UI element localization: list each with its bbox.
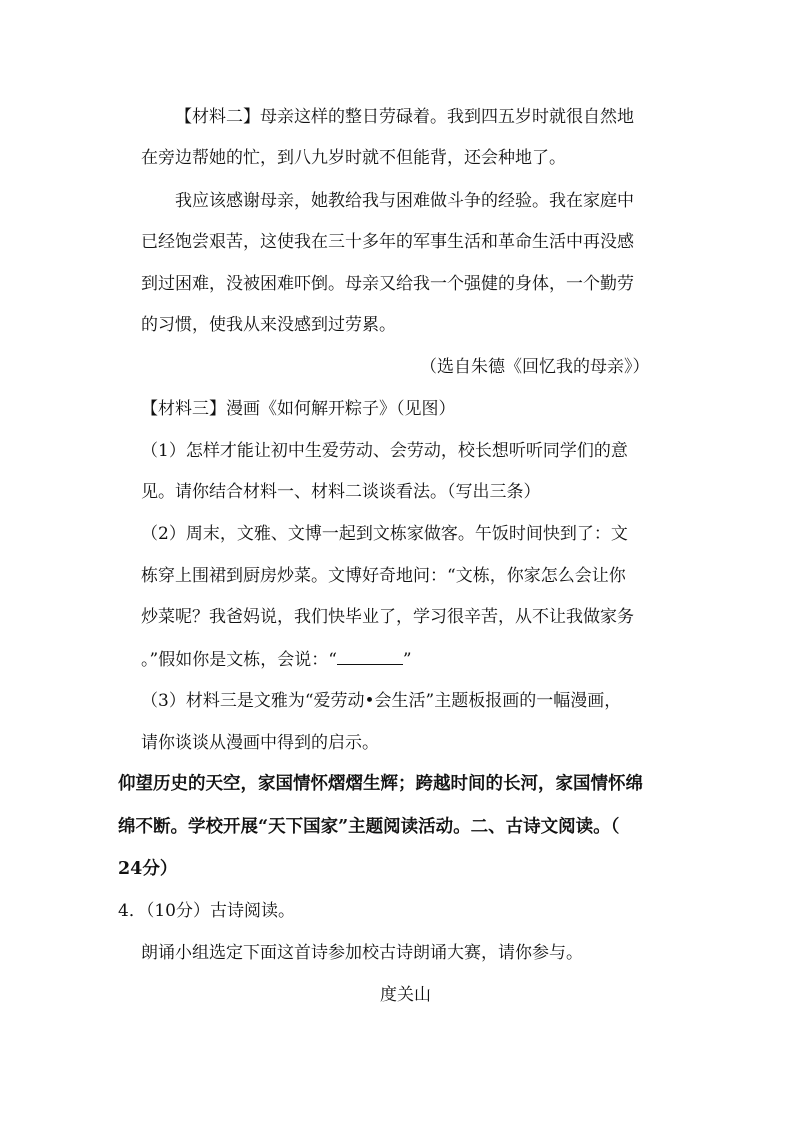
- material2-line6: 的习惯，使我从来没感到过劳累。: [141, 315, 396, 335]
- question2-line3: 炒菜呢？我爸妈说，我们快毕业了，学习很辛苦，从不让我做家务: [141, 607, 634, 627]
- question3-line1: （3）材料三是文雅为“爱劳动•会生活”主题板报画的一幅漫画，: [141, 691, 622, 711]
- section-heading-line2: 绵不断。学校开展“天下国家”主题阅读活动。二、古诗文阅读。（: [118, 817, 620, 837]
- question2-line4-suffix: ”: [402, 650, 412, 670]
- poem-title: 度关山: [380, 985, 431, 1005]
- answer-blank[interactable]: [337, 647, 403, 665]
- material2-line4: 已经饱尝艰苦，这使我在三十多年的军事生活和革命生活中再没感: [141, 232, 634, 252]
- question4-title: 4．（10分）古诗阅读。: [118, 901, 295, 921]
- section-heading-line3: 24分）: [118, 859, 178, 879]
- question4-intro: 朗诵小组选定下面这首诗参加校古诗朗诵大赛，请你参与。: [141, 943, 583, 963]
- material2-line1: 【材料二】母亲这样的整日劳碌着。我到四五岁时就很自然地: [175, 107, 634, 127]
- material2-source: （选自朱德《回忆我的母亲》）: [420, 357, 650, 377]
- material2-line3: 我应该感谢母亲，她教给我与困难做斗争的经验。我在家庭中: [175, 191, 634, 211]
- section-heading-line1: 仰望历史的天空，家国情怀熠熠生辉；跨越时间的长河，家国情怀绵: [118, 774, 643, 794]
- material2-line2: 在旁边帮她的忙，到八九岁时就不但能背，还会种地了。: [141, 148, 566, 168]
- material2-line5: 到过困难，没被困难吓倒。母亲又给我一个强健的身体，一个勤劳: [141, 274, 634, 294]
- question1-line2: 见。请你结合材料一、材料二谈谈看法。（写出三条）: [141, 482, 541, 502]
- question2-line2: 栋穿上围裙到厨房炒菜。文博好奇地问：“文栋，你家怎么会让你: [141, 566, 626, 586]
- question1-line1: （1）怎样才能让初中生爱劳动、会劳动，校长想听听同学们的意: [141, 441, 628, 461]
- question3-line2: 请你谈谈从漫画中得到的启示。: [141, 733, 379, 753]
- question2-line4: [141, 647, 412, 672]
- material3-line1: 【材料三】漫画《如何解开粽子》（见图）: [141, 399, 456, 419]
- question2-line4-prefix: 。”假如你是文栋，会说：“: [141, 650, 337, 670]
- question2-line1: （2）周末，文雅、文博一起到文栋家做客。午饭时间快到了：文: [141, 524, 628, 544]
